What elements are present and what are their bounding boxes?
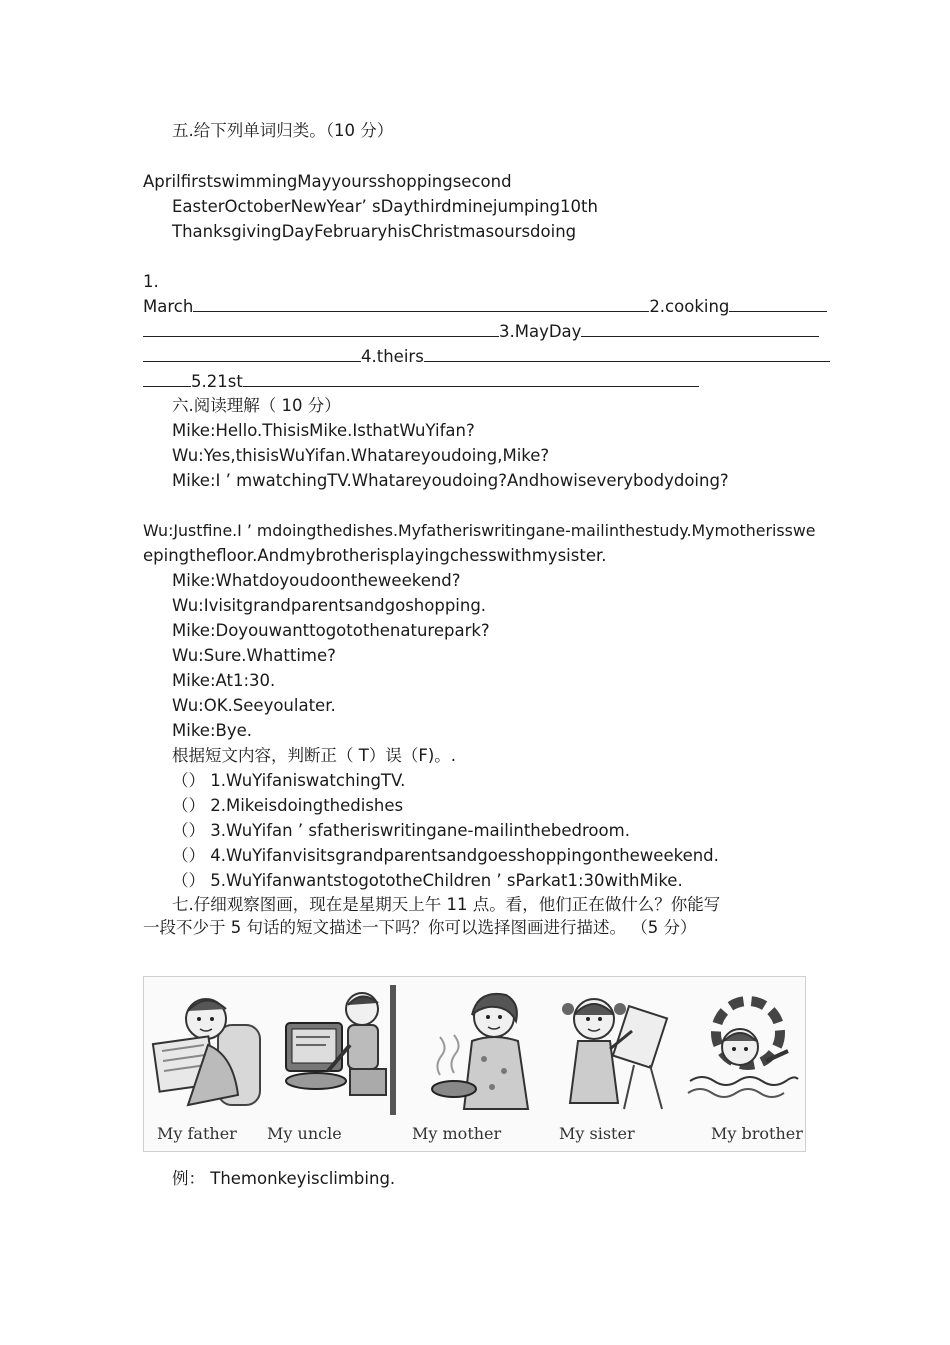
dialogue-line-2: Wu:Yes,thisisWuYifan.Whatareyoudoing,Mike? [172, 446, 550, 465]
dialogue2-line-3: Mike:Doyouwanttogotothenaturepark? [172, 621, 490, 640]
example-sentence: 例： Themonkeyisclimbing. [172, 1169, 396, 1188]
tf-item-3: （） 3.WuYifan ’ sfatheriswritingane-mailinthebedroom. [172, 821, 630, 840]
word-list-line-2: EasterOctoberNewYear’ sDaythirdminejumping10th [172, 197, 598, 216]
section7-title-line-1: 七.仔细观察图画，现在是星期天上午 11 点。看，他们正在做什么？你能写 [172, 895, 721, 914]
category-5-label: 5.21st [191, 372, 243, 391]
category-3-label: 3.MayDay [499, 322, 582, 341]
dialogue2-line-5: Mike:At1:30. [172, 671, 276, 690]
brother-swimming-picture [684, 985, 800, 1115]
father-reading-picture [148, 985, 264, 1115]
answer-blank-3[interactable] [581, 320, 819, 337]
question-1-number: 1. [143, 272, 159, 291]
category-2-label: 2.cooking [649, 297, 730, 316]
dialogue2-line-4: Wu:Sure.Whattime? [172, 646, 336, 665]
answer-blank-3b[interactable] [143, 345, 361, 362]
mother-cooking-picture [428, 985, 544, 1115]
caption-my-father: My father [157, 1124, 237, 1143]
dialogue-line-1: Mike:Hello.ThisisMike.IsthatWuYifan? [172, 421, 475, 440]
answer-blank-4b[interactable] [143, 370, 191, 387]
answer-blank-1[interactable] [193, 295, 649, 312]
category-line-2 [143, 320, 829, 343]
tf-item-4: （） 4.WuYifanvisitsgrandparentsandgoesshoppingontheweekend. [172, 846, 719, 865]
word-list-line-1: AprilfirstswimmingMayyoursshoppingsecond [143, 172, 512, 191]
tf-item-1: （） 1.WuYifaniswatchingTV. [172, 771, 406, 790]
uncle-computer-picture [280, 985, 400, 1115]
section7-title-line-2: 一段不少于 5 句话的短文描述一下吗？你可以选择图画进行描述。 （5 分） [143, 918, 697, 937]
dialogue2-line-2: Wu:Ivisitgrandparentsandgoshopping. [172, 596, 487, 615]
tf-item-2: （） 2.Mikeisdoingthedishes [172, 796, 404, 815]
category-1-label: March [143, 297, 194, 316]
category-line-4 [143, 370, 829, 393]
answer-blank-4[interactable] [424, 345, 830, 362]
wu-paragraph-line-1: Wu:Justfine.I ’ mdoingthedishes.Myfatheriswritingane-mailinthestudy.Mymotherisswe [143, 521, 816, 540]
dialogue2-line-7: Mike:Bye. [172, 721, 252, 740]
tf-item-5: （） 5.WuYifanwantstogototheChildren ’ sParkat1:30withMike. [172, 871, 683, 890]
picture-strip [143, 976, 806, 1152]
dialogue2-line-1: Mike:Whatdoyoudoontheweekend? [172, 571, 461, 590]
sister-painting-picture [554, 985, 670, 1115]
caption-my-brother: My brother [711, 1124, 803, 1143]
caption-my-uncle: My uncle [267, 1124, 342, 1143]
section6-title: 六.阅读理解（ 10 分） [172, 396, 341, 415]
dialogue2-line-6: Wu:OK.Seeyoulater. [172, 696, 336, 715]
category-line-1 [143, 295, 829, 318]
dialogue-line-3: Mike:I ’ mwatchingTV.Whatareyoudoing?Andhowiseverybodydoing? [172, 471, 729, 490]
caption-my-mother: My mother [412, 1124, 502, 1143]
tf-instruction: 根据短文内容，判断正（ T）误（F)。. [172, 746, 456, 765]
category-4-label: 4.theirs [361, 347, 424, 366]
category-line-3 [143, 345, 829, 368]
section5-title: 五.给下列单词归类。（10 分） [172, 121, 394, 140]
caption-my-sister: My sister [559, 1124, 635, 1143]
answer-blank-2[interactable] [729, 295, 827, 312]
wu-paragraph-line-2: epingthefloor.Andmybrotherisplayingchesswithmysister. [143, 546, 607, 565]
answer-blank-2b[interactable] [143, 320, 499, 337]
answer-blank-5[interactable] [243, 370, 699, 387]
word-list-line-3: ThanksgivingDayFebruaryhisChristmasoursdoing [172, 222, 577, 241]
